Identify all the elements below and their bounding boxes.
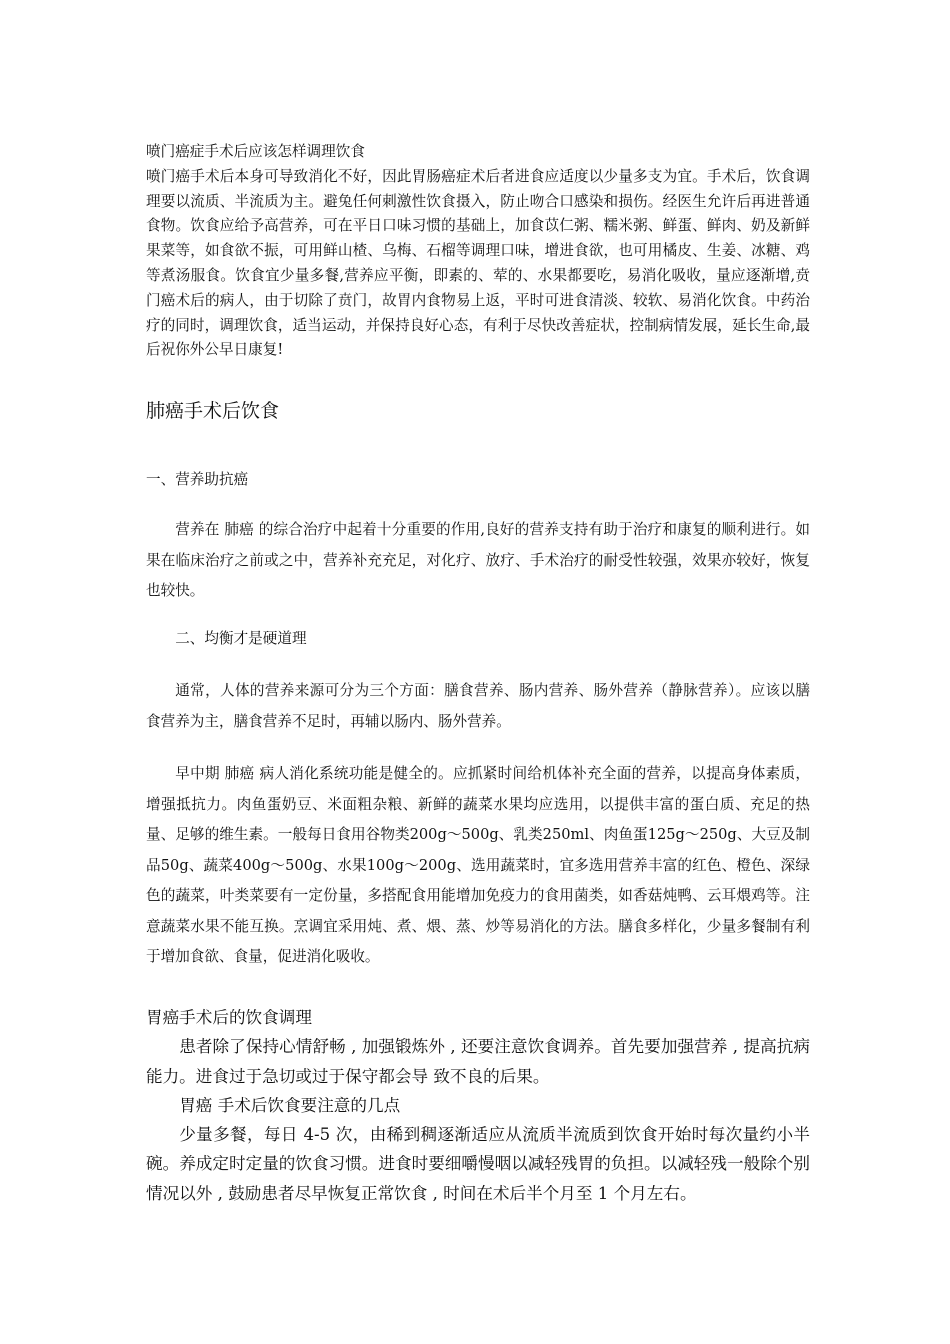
paragraph: 早中期 肺癌 病人消化系统功能是健全的。应抓紧时间给机体补充全面的营养，以提高身体素质，增强抵抗力。肉鱼蛋奶豆、米面粗杂粮、新鲜的蔬菜水果均应选用，以提供丰富的蛋白质、充足的热量、足够的维生素。一般每日食用谷物类200g～500g、乳类250ml、肉鱼蛋125g～250g、大豆及制品50g、蔬菜400g～500g、水果100g～200g、选用蔬菜时，宜多选用营养丰富的红色、橙色、深绿色的蔬菜，叶类菜要有一定份量，多搭配食用能增加免疫力的食用菌类，如香菇炖鸭、云耳煨鸡等。注意蔬菜水果不能互换。烹调宜采用炖、煮、煨、蒸、炒等易消化的方法。膳食多样化，少量多餐制有利于增加食欲、食量，促进消化吸收。 <box>146 765 810 965</box>
paragraph: 喷门癌手术后本身可导致消化不好，因此胃肠癌症术后者进食应适度以少量多支为宜。手术后，饮食调理要以流质、半流质为主。避兔任何刺激性饮食摄入，防止吻合口感染和损伤。经医生允许后再进普通食物。饮食应给予高营养，可在平日口味习惯的基础上，加食苡仁粥、糯米粥、鲜蛋、鲜肉、奶及新鲜果菜等，如食欲不振，可用鲜山楂、乌梅、石榴等调理口味，增进食欲，也可用橘皮、生姜、冰糖、鸡等煮汤服食。饮食宜少量多餐,营养应平衡，即素的、荤的、水果都要吃，易消化吸收，量应逐渐增,贲门癌术后的病人，由于切除了贲门，故胃内食物易上返，平时可进食清淡、较软、易消化饮食。中药治疗的同时，调理饮食，适当运动，并保持良好心态，有利于尽快改善症状，控制病情发展，延长生命,最后祝你外公早日康复! <box>146 167 810 359</box>
subheading: 二、均衡才是硬道理 <box>175 630 307 647</box>
paragraph: 营养在 肺癌 的综合治疗中起着十分重要的作用,良好的营养支持有助于治疗和康复的顺利进行。如果在临床治疗之前或之中，营养补充充足，对化疗、放疗、手术治疗的耐受性较强，效果亦较好，恢复也较快。 <box>146 521 810 599</box>
subheading: 一、营养助抗癌 <box>146 471 249 488</box>
section-title: 胃癌手术后的饮食调理 <box>146 1008 312 1027</box>
paragraph: 患者除了保持心情舒畅 , 加强锻炼外 , 还要注意饮食调养。首先要加强营养 , 提高抗病能力。进食过于急切或过于保守都会导 致不良的后果。 <box>146 1037 810 1086</box>
section-title: 喷门癌症手术后应该怎样调理饮食 <box>146 143 365 160</box>
heading-lung-cancer: 肺癌手术后饮食 <box>146 400 280 422</box>
subheading: 胃癌 手术后饮食要注意的几点 <box>179 1095 401 1115</box>
paragraph: 少量多餐，每日 4-5 次，由稀到稠逐渐适应从流质半流质到饮食开始时每次量约小半碗。养成定时定量的饮食习惯。进食时要细嚼慢咽以减轻残胃的负担。以减轻残一般除个别情况以外 , 鼓励患者尽早恢复正常饮食 , 时间在术后半个月至 1 个月左右。 <box>146 1125 810 1203</box>
paragraph: 通常，人体的营养来源可分为三个方面：膳食营养、肠内营养、肠外营养（静脉营养）。应该以膳食营养为主，膳食营养不足时，再辅以肠内、肠外营养。 <box>146 682 810 730</box>
section-esophageal-cardia <box>146 140 810 363</box>
section-gastric-cancer <box>146 1003 810 1208</box>
